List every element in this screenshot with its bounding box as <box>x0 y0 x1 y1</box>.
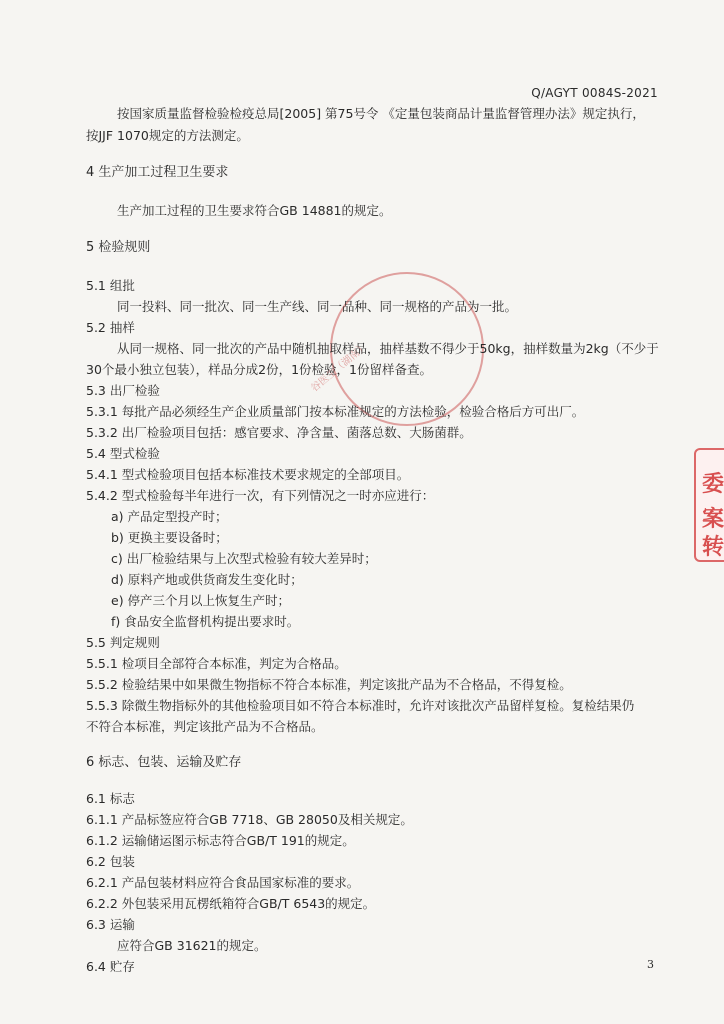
text-line: 5.4.2 型式检验每半年进行一次，有下列情况之一时亦应进行： <box>86 488 435 503</box>
section-heading: 4 生产加工过程卫生要求 <box>86 165 229 180</box>
subsection-heading: 6.4 贮存 <box>86 959 135 974</box>
list-item: d) 原料产地或供货商发生变化时； <box>111 572 303 587</box>
edge-stamp-char: 委 <box>702 471 724 497</box>
page-number: 3 <box>647 958 654 971</box>
text-line: 5.5.2 检验结果中如果微生物指标不符合本标准，判定该批产品为不合格品，不得复检。 <box>86 677 572 692</box>
text-line: 不符合本标准，判定该批产品为不合格品。 <box>86 719 324 734</box>
text-line: 应符合GB 31621的规定。 <box>117 938 267 953</box>
subsection-heading: 5.1 组批 <box>86 278 135 293</box>
text-line: 从同一规格、同一批次的产品中随机抽取样品，抽样基数不得少于50kg，抽样数量为2kg（不少于 <box>117 341 659 356</box>
text-line: 按JJF 1070规定的方法测定。 <box>86 128 249 143</box>
subsection-heading: 5.4 型式检验 <box>86 446 160 461</box>
text-line: 30个最小独立包装），样品分成2份，1份检验，1份留样备查。 <box>86 362 433 377</box>
text-line: 5.5.1 检项目全部符合本标准，判定为合格品。 <box>86 656 347 671</box>
seal-text: 谷医生（湖南） <box>309 340 370 395</box>
subsection-heading: 5.2 抽样 <box>86 320 135 335</box>
text-line: 6.1.1 产品标签应符合GB 7718、GB 28050及相关规定。 <box>86 812 413 827</box>
text-line: 按国家质量监督检验检疫总局[2005] 第75号令 《定量包装商品计量监督管理办法》规定执行， <box>117 106 645 121</box>
subsection-heading: 5.5 判定规则 <box>86 635 160 650</box>
section-heading: 5 检验规则 <box>86 240 151 255</box>
list-item: e) 停产三个月以上恢复生产时； <box>111 593 291 608</box>
subsection-heading: 6.2 包装 <box>86 854 135 869</box>
text-line: 6.2.1 产品包装材料应符合食品国家标准的要求。 <box>86 875 360 890</box>
subsection-heading: 6.3 运输 <box>86 917 135 932</box>
list-item: b) 更换主要设备时； <box>111 530 228 545</box>
edge-stamp-char: 案转 <box>702 506 724 560</box>
text-line: 6.1.2 运输储运图示标志符合GB/T 191的规定。 <box>86 833 355 848</box>
text-line: 生产加工过程的卫生要求符合GB 14881的规定。 <box>117 203 392 218</box>
text-line: 5.5.3 除微生物指标外的其他检验项目如不符合本标准时，允许对该批次产品留样复检。复检结果仍 <box>86 698 635 713</box>
text-line: 5.3.1 每批产品必须经生产企业质量部门按本标准规定的方法检验，检验合格后方可出厂。 <box>86 404 585 419</box>
text-line: 6.2.2 外包装采用瓦楞纸箱符合GB/T 6543的规定。 <box>86 896 376 911</box>
list-item: c) 出厂检验结果与上次型式检验有较大差异时； <box>111 551 377 566</box>
text-line: 5.3.2 出厂检验项目包括：感官要求、净含量、菌落总数、大肠菌群。 <box>86 425 472 440</box>
list-item: f) 食品安全监督机构提出要求时。 <box>111 614 300 629</box>
subsection-heading: 5.3 出厂检验 <box>86 383 160 398</box>
subsection-heading: 6.1 标志 <box>86 791 135 806</box>
list-item: a) 产品定型投产时； <box>111 509 228 524</box>
text-line: 5.4.1 型式检验项目包括本标准技术要求规定的全部项目。 <box>86 467 410 482</box>
section-heading: 6 标志、包装、运输及贮存 <box>86 755 242 770</box>
standard-code: Q/AGYT 0084S-2021 <box>531 86 658 100</box>
text-line: 同一投料、同一批次、同一生产线、同一品种、同一规格的产品为一批。 <box>117 299 518 314</box>
